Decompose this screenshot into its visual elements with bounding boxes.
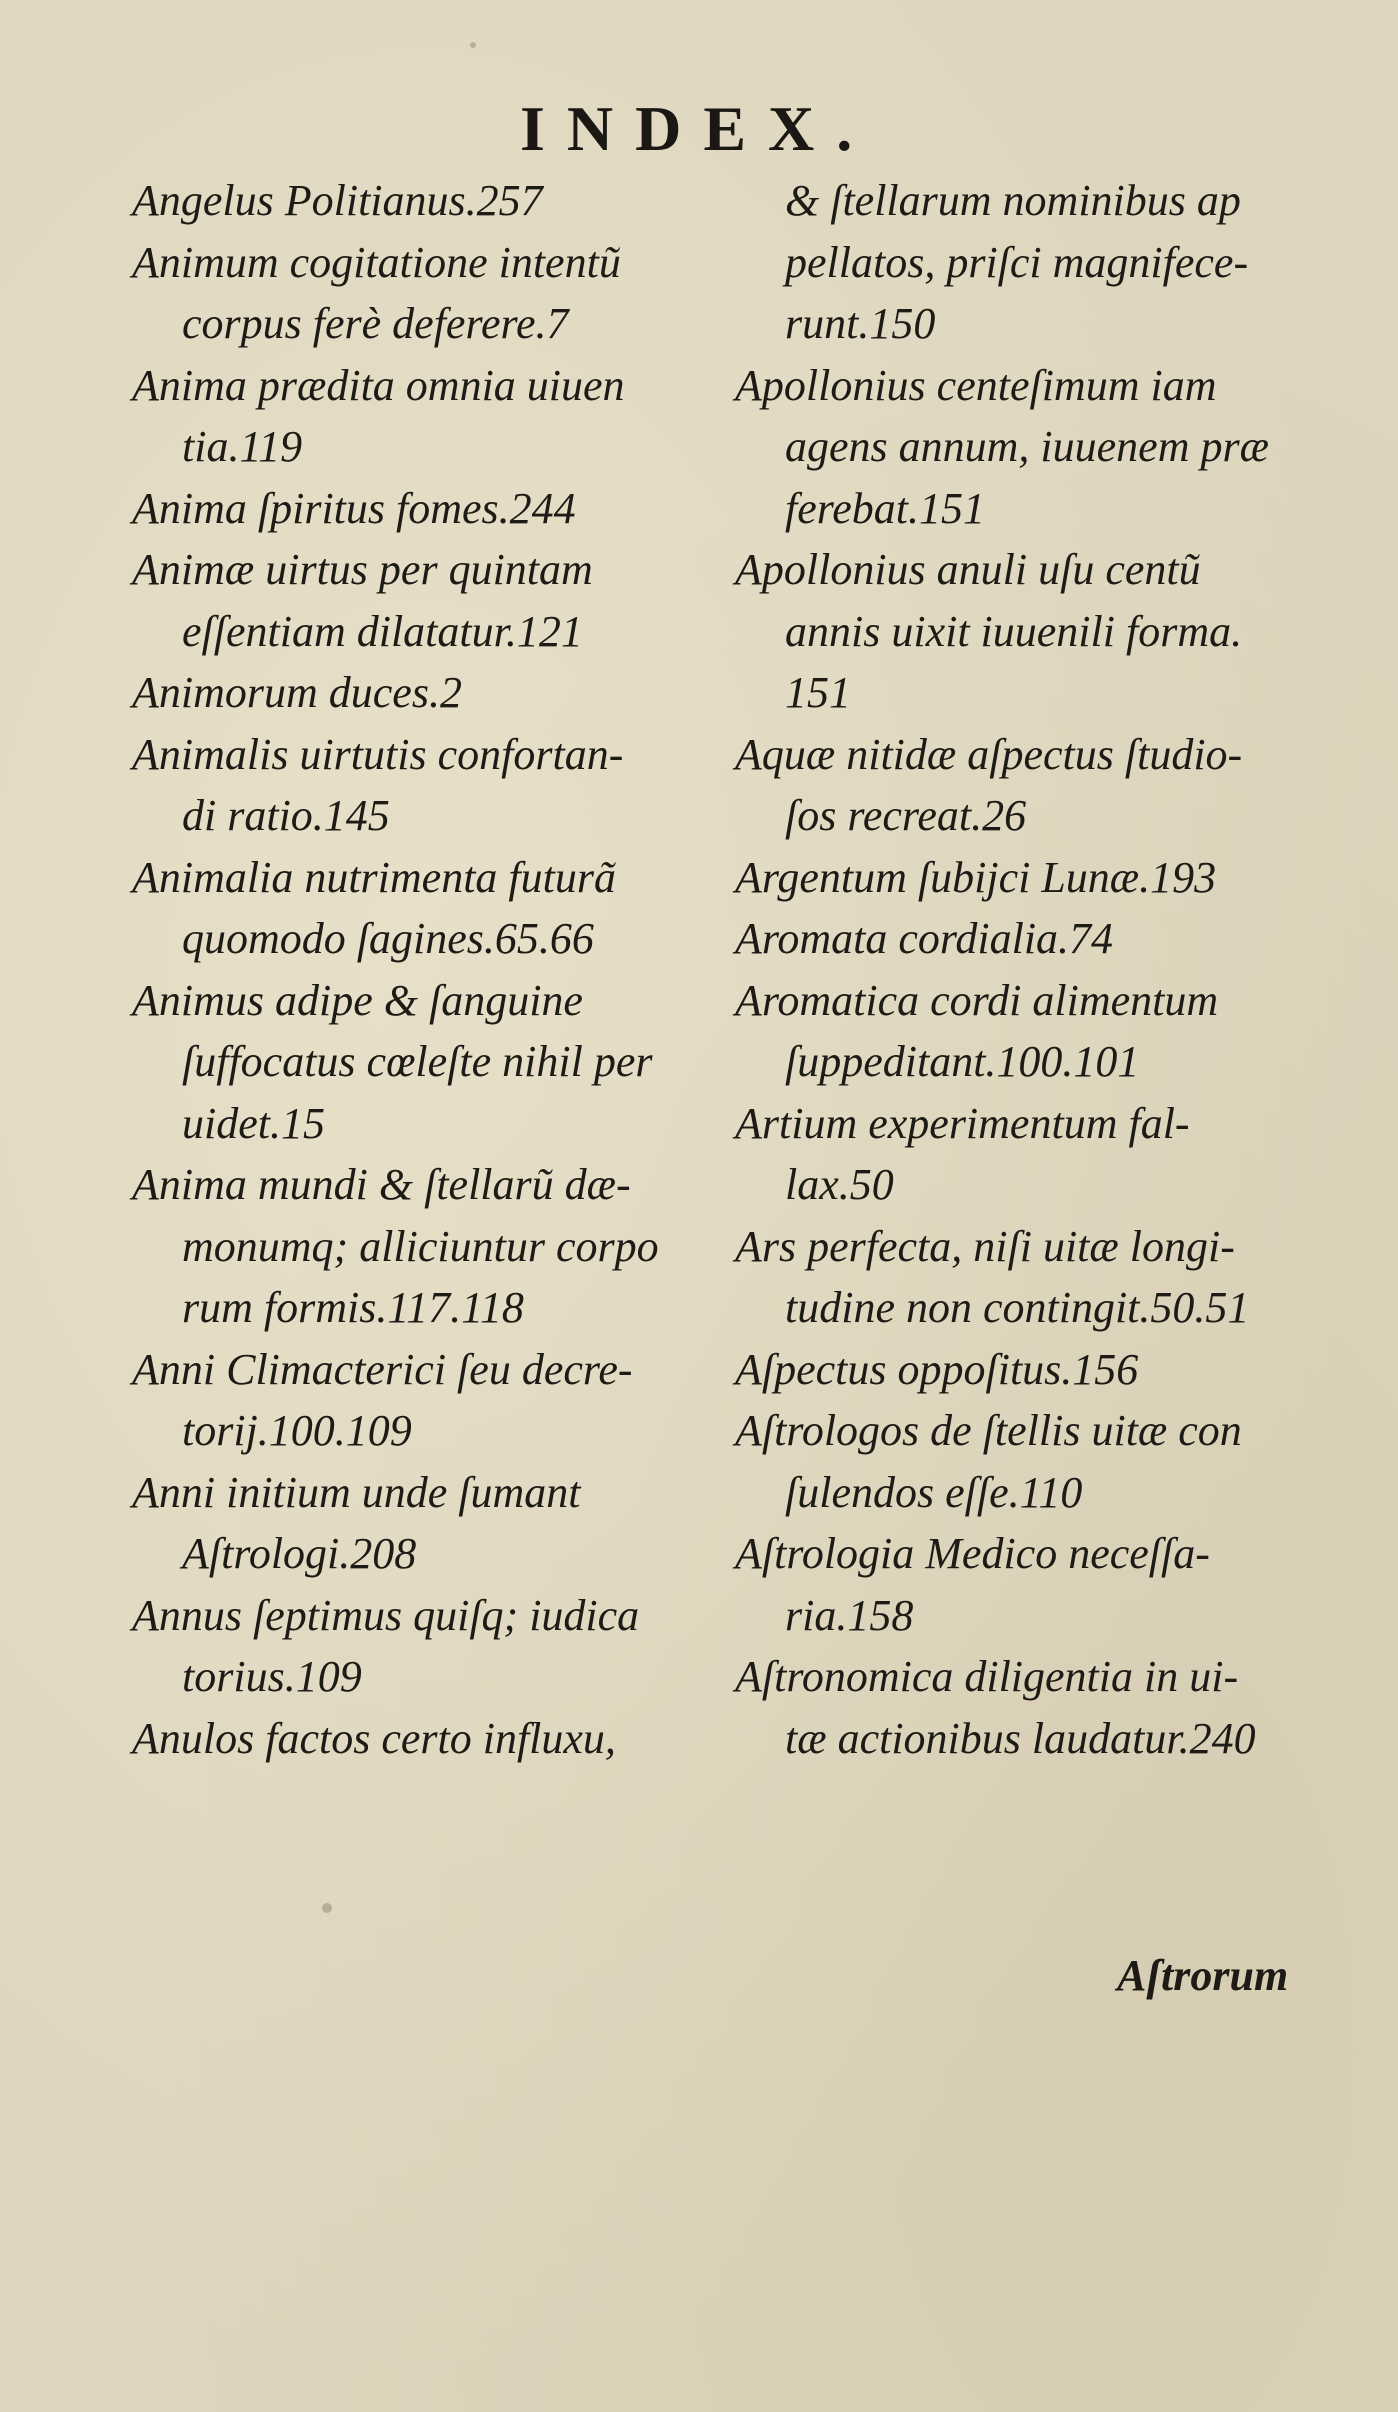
index-entry: [132, 355, 712, 478]
index-entry: [735, 1646, 1335, 1769]
entry-line: agens annum, iuuenem præ: [785, 422, 1269, 471]
entry-line: di ratio.145: [182, 791, 390, 840]
index-entry: [735, 1216, 1335, 1339]
entry-line: Aſtrologi.208: [182, 1529, 417, 1578]
entry-line: torius.109: [182, 1652, 362, 1701]
index-entry: [735, 1093, 1335, 1216]
entry-line: Anni Climacterici ſeu decre-: [132, 1344, 633, 1394]
entry-line: Artium experimentum fal-: [735, 1098, 1190, 1148]
index-entry: [132, 1339, 712, 1462]
paper-speck: [322, 1903, 332, 1913]
entry-line: annis uixit iuuenili forma.: [785, 606, 1243, 656]
entry-line: ferebat.151: [785, 483, 985, 533]
entry-line: corpus ferè deferere.7: [182, 299, 569, 348]
entry-line: & ſtellarum nominibus ap: [785, 176, 1241, 225]
entry-line: Animorum duces.2: [132, 668, 462, 717]
entry-line: Aſtrologos de ſtellis uitæ con: [735, 1406, 1242, 1455]
entry-line: Ars perfecta, niſi uitæ longi-: [735, 1221, 1235, 1271]
index-entry: [132, 724, 712, 847]
entry-line: Anima mundi & ſtellarũ dæ-: [132, 1160, 631, 1209]
entry-line: Apollonius centeſimum iam: [735, 360, 1217, 410]
entry-line: Argentum ſubijci Lunæ.193: [735, 852, 1217, 902]
entry-line: ſuppeditant.100.101: [785, 1037, 1140, 1086]
entry-line: Animus adipe & ſanguine: [132, 975, 583, 1025]
index-entry: [132, 1708, 712, 1770]
index-entry: [735, 908, 1335, 970]
entry-line: Apollonius anuli uſu centũ: [735, 545, 1201, 594]
entry-line: runt.150: [785, 299, 936, 348]
entry-line: pellatos, priſci magnifece-: [785, 237, 1249, 287]
entry-line: tudine non contingit.50.51: [785, 1283, 1250, 1332]
entry-line: eſſentiam dilatatur.121: [182, 606, 583, 656]
entry-line: monumq; alliciuntur corpo: [182, 1221, 659, 1271]
entry-line: ſulendos eſſe.110: [785, 1467, 1083, 1517]
entry-line: Anima prædita omnia uiuen: [132, 360, 625, 410]
entry-line: Anulos factos certo influxu,: [132, 1713, 616, 1763]
catchword: Aſtrorum: [1117, 1951, 1289, 2000]
index-entry: [132, 170, 712, 232]
index-entry: [132, 970, 712, 1155]
index-entry: [132, 1585, 712, 1708]
index-entry: [132, 847, 712, 970]
paper-speck: [470, 42, 476, 48]
entry-line: tia.119: [182, 422, 303, 471]
entry-line: Aſtronomica diligentia in ui-: [735, 1652, 1239, 1701]
index-entry: [735, 539, 1335, 724]
entry-line: Animæ uirtus per quintam: [132, 545, 593, 594]
index-entry: [132, 539, 712, 662]
entry-line: Animalis uirtutis confortan-: [132, 729, 624, 779]
entry-line: 151: [785, 668, 851, 717]
entry-line: Aſtrologia Medico neceſſa-: [735, 1529, 1210, 1578]
index-entry: [735, 970, 1335, 1093]
entry-line: Annus ſeptimus quiſq; iudica: [132, 1590, 640, 1640]
entry-line: Aſpectus oppoſitus.156: [735, 1344, 1139, 1394]
index-entry: [735, 355, 1335, 540]
entry-line: Angelus Politianus.257: [132, 176, 543, 225]
entry-line: ſos recreat.26: [785, 791, 1027, 840]
entry-line: ſuffocatus cœleſte nihil per: [182, 1037, 653, 1086]
index-entry: [735, 1400, 1335, 1523]
index-entry: [132, 1154, 712, 1339]
entry-line: lax.50: [785, 1160, 894, 1209]
left-column: [132, 170, 712, 1769]
index-entry: [735, 847, 1335, 909]
entry-line: Aquæ nitidæ aſpectus ſtudio-: [735, 729, 1243, 779]
index-entry: [132, 232, 712, 355]
entry-line: Anima ſpiritus fomes.244: [132, 483, 576, 533]
entry-line: Anni initium unde ſumant: [132, 1467, 581, 1517]
index-entry: [735, 724, 1335, 847]
index-entry: [132, 662, 712, 724]
entry-line: uidet.15: [182, 1098, 325, 1148]
entry-line: quomodo ſagines.65.66: [182, 914, 594, 963]
entry-line: Animum cogitatione intentũ: [132, 237, 621, 287]
entry-line: Aromatica cordi alimentum: [735, 975, 1219, 1025]
index-entry: [735, 170, 1335, 355]
entry-line: tæ actionibus laudatur.240: [785, 1713, 1256, 1763]
index-entry: [132, 478, 712, 540]
page-title: INDEX.: [520, 93, 875, 164]
entry-line: Aromata cordialia.74: [735, 914, 1114, 963]
index-entry: [132, 1462, 712, 1585]
index-entry: [735, 1523, 1335, 1646]
entry-line: ria.158: [785, 1590, 914, 1640]
right-column: [735, 170, 1335, 1769]
entry-line: Animalia nutrimenta futurã: [132, 852, 616, 902]
index-entry: [735, 1339, 1335, 1401]
entry-line: rum formis.117.118: [182, 1283, 524, 1332]
entry-line: torij.100.109: [182, 1406, 412, 1455]
